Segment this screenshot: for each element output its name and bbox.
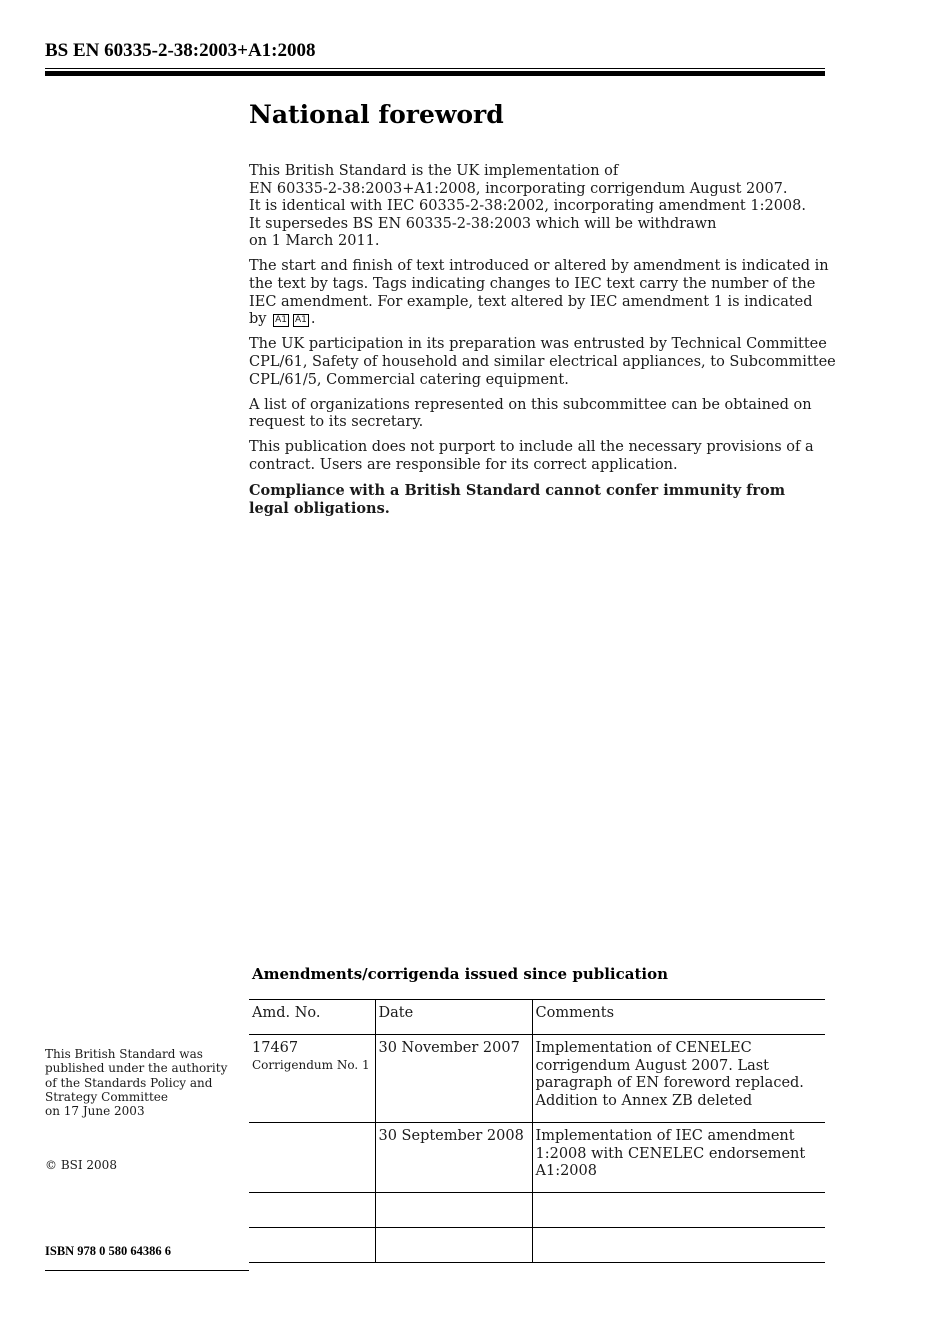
text-line: the text by tags. Tags indicating changes to IEC text carry the number of the (249, 276, 816, 293)
isbn: ISBN 978 0 580 64386 6 (45, 1244, 172, 1258)
text-line: A1:2008 (535, 1163, 597, 1180)
amendment-close-tag-icon: A1 (294, 315, 307, 326)
table-row-empty (249, 1193, 825, 1228)
comments-cell (532, 1035, 825, 1123)
date-cell: 30 September 2008 (375, 1123, 532, 1193)
text-line: published under the authority (45, 1061, 228, 1076)
publication-note (45, 1047, 235, 1118)
amd-no-cell (249, 1035, 375, 1123)
header-rule-thin (45, 68, 825, 69)
table-row (249, 1123, 825, 1193)
empty-cell (249, 1228, 375, 1263)
amd-number: 17467 (252, 1040, 299, 1056)
column-header: Amd. No. (249, 1000, 375, 1035)
amendment-open-tag-icon: A1 (275, 315, 287, 326)
table-row-empty (249, 1228, 825, 1263)
foreword-body (249, 163, 836, 525)
page-title: National foreword (249, 100, 504, 129)
header-rule-thick (45, 71, 825, 76)
amendments-table (249, 999, 825, 1263)
text-line: A list of organizations represented on this subcommittee can be obtained on (249, 396, 812, 413)
paragraph-compliance (249, 482, 829, 517)
text-line: contract. Users are responsible for its correct application. (249, 456, 678, 473)
text-line (249, 311, 829, 329)
column-header: Comments (532, 1000, 825, 1035)
text-line: The start and finish of text introduced or altered by amendment is indicated in (249, 258, 829, 275)
date-cell: 30 November 2007 (375, 1035, 532, 1123)
paragraph-amendment-tags (249, 258, 829, 328)
text-line: of the Standards Policy and (45, 1075, 213, 1090)
comments-cell (532, 1123, 825, 1193)
empty-cell (532, 1228, 825, 1263)
text-line: Implementation of IEC amendment (535, 1128, 795, 1144)
footer-rule-left (45, 1270, 249, 1271)
text-line: Implementation of CENELEC (535, 1040, 752, 1056)
text-line: It supersedes BS EN 60335-2-38:2003 which will be withdrawn (249, 215, 717, 232)
text-line: CPL/61, Safety of household and similar electrical appliances, to Subcommittee (249, 353, 836, 370)
amendments-heading: Amendments/corrigenda issued since publication (252, 965, 668, 983)
text-line: request to its secretary. (249, 414, 424, 431)
text-line: corrigendum August 2007. Last (535, 1057, 770, 1074)
column-header: Date (375, 1000, 532, 1035)
text-line: It is identical with IEC 60335-2-38:2002, incorporating amendment 1:2008. (249, 198, 806, 215)
paragraph-provisions (249, 439, 829, 474)
text-line: Strategy Committee (45, 1089, 168, 1104)
text-line: This British Standard was (45, 1047, 203, 1061)
by-text: by (249, 311, 267, 328)
text-line: The UK participation in its preparation was entrusted by Technical Committee (249, 336, 827, 353)
text-line: on 1 March 2011. (249, 233, 380, 250)
text-line: legal obligations. (249, 499, 390, 517)
text-line: paragraph of EN foreword replaced. (535, 1075, 804, 1092)
empty-cell (532, 1193, 825, 1228)
empty-cell (375, 1228, 532, 1263)
text-line: This British Standard is the UK implementation of (249, 163, 619, 179)
copyright: © BSI 2008 (45, 1158, 117, 1172)
table-row (249, 1035, 825, 1123)
amd-subtitle: Corrigendum No. 1 (252, 1057, 370, 1072)
document-id: BS EN 60335-2-38:2003+A1:2008 (45, 40, 316, 61)
empty-cell (249, 1193, 375, 1228)
text-line: Addition to Annex ZB deleted (535, 1092, 753, 1109)
paragraph-uk-participation (249, 336, 836, 389)
text-line: This publication does not purport to include all the necessary provisions of a (249, 439, 814, 456)
table-header-row (249, 1000, 825, 1035)
text-line: EN 60335-2-38:2003+A1:2008, incorporating corrigendum August 2007. (249, 180, 788, 197)
text-line: 1:2008 with CENELEC endorsement (535, 1145, 806, 1162)
paragraph-implementation (249, 163, 829, 251)
period-text: . (310, 311, 316, 328)
text-line: Compliance with a British Standard cannot confer immunity from (249, 482, 786, 499)
empty-cell (375, 1193, 532, 1228)
paragraph-organizations (249, 397, 829, 432)
text-line: IEC amendment. For example, text altered by IEC amendment 1 is indicated (249, 293, 813, 310)
text-line: CPL/61/5, Commercial catering equipment. (249, 371, 569, 388)
amd-no-cell (249, 1123, 375, 1193)
text-line: on 17 June 2003 (45, 1104, 145, 1119)
